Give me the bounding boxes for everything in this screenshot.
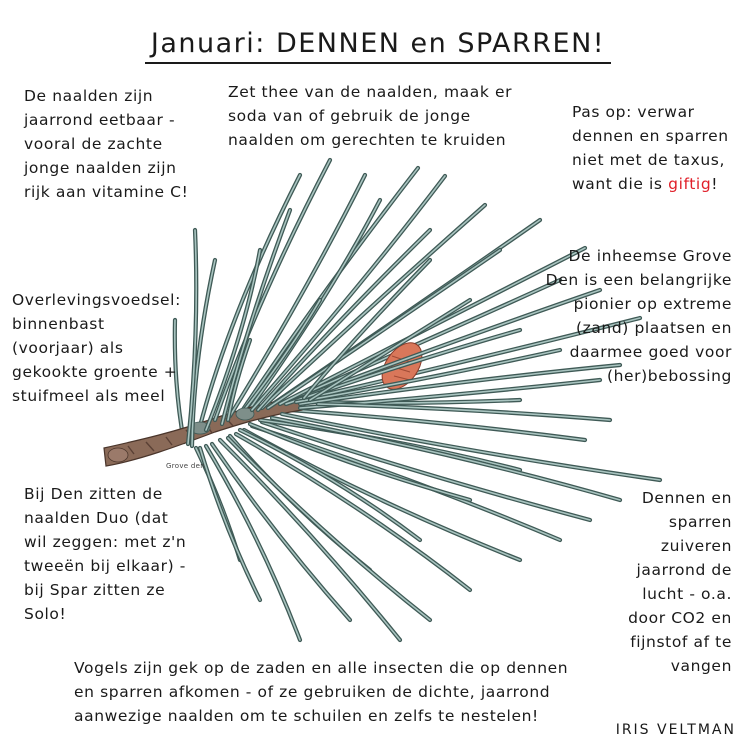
illustration-caption: Grove den bbox=[166, 462, 205, 470]
pine-needle-highlight bbox=[240, 430, 420, 540]
page-title bbox=[0, 28, 756, 64]
warning-text-after: ! bbox=[711, 175, 719, 193]
pine-needle bbox=[240, 430, 420, 540]
note-tea-soda: Zet thee van de naalden, maak er soda van of gebruik de jonge naalden om gerechten te kruiden bbox=[228, 83, 513, 149]
note-scots-pine-pioneer: De inheemse Grove Den is een belangrijke pionier op extreme (zand) plaatsen en daarmee goed voor (her)bebossing bbox=[545, 247, 732, 385]
note-survival-food: Overlevingsvoedsel: binnenbast (voorjaar) als gekookte groente + stuifmeel als meel bbox=[12, 291, 181, 405]
note-birds-insects: Vogels zijn gek op de zaden en alle insecten die op dennen en sparren afkomen - of ze gebruiken de dichte, jaarrond aanwezige naalden om te schuilen en zelfs te nestelen! bbox=[74, 659, 569, 725]
note-duo-solo-needles: Bij Den zitten de naalden Duo (dat wil zeggen: met z'n tweeën bij elkaar) - bij Spar zitten ze Solo! bbox=[24, 485, 187, 623]
note-edible-needles: De naalden zijn jaarrond eetbaar - vooral de zachte jonge naalden zijn rijk aan vitamine C! bbox=[24, 87, 189, 201]
artist-signature: IRIS VELTMAN bbox=[615, 722, 736, 738]
pine-needle bbox=[262, 422, 590, 520]
page-title-text: Januari: DENNEN en SPARREN! bbox=[145, 28, 611, 64]
note-taxus-warning bbox=[572, 100, 729, 196]
warning-highlight: giftig bbox=[668, 175, 712, 193]
needles-front bbox=[188, 160, 660, 640]
warning-text-before: Pas op: verwar dennen en sparren niet met de taxus, want die is bbox=[572, 103, 729, 193]
note-air-purification: Dennen en sparren zuiveren jaarrond de lucht - o.a. door CO2 en fijnstof af te vangen bbox=[628, 489, 732, 675]
